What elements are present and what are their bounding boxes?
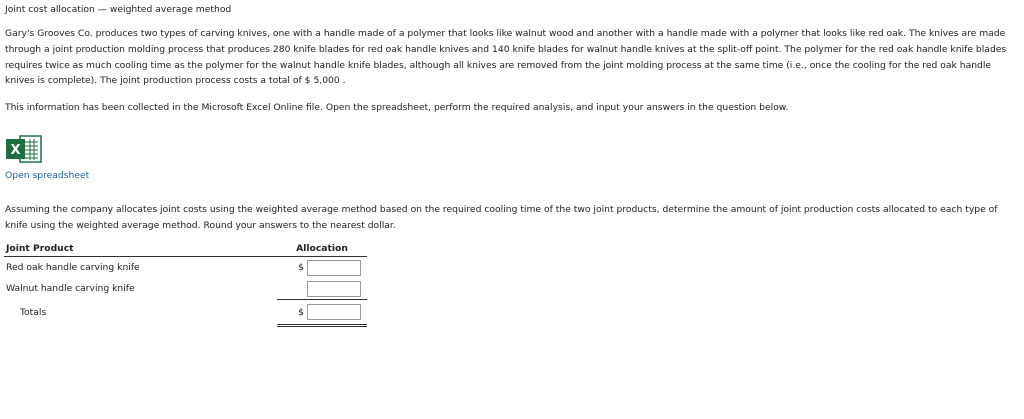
open-spreadsheet-link[interactable]: Open spreadsheet <box>5 170 90 181</box>
header-joint-product: Joint Product <box>4 240 277 257</box>
table-row <box>4 278 367 300</box>
totals-label: Totals <box>20 307 47 318</box>
table-header-row <box>4 240 367 257</box>
question-title: Joint cost allocation — weighted average method <box>5 4 232 15</box>
currency-symbol: $ <box>298 262 304 273</box>
allocation-table <box>4 240 367 327</box>
excel-icon[interactable] <box>5 134 42 164</box>
problem-intro: Gary's Grooves Co. produces two types of carving knives, one with a handle made of a polymer that looks like walnut wood and another with a handle made with a polymer that looks like red oak. The knives are made through a joint production molding process that produces 280 knife blades for red oak handle knives and 140 knife blades for walnut handle knives at the split-off point. The polymer for the red oak handle knife blades requires twice as much cooling time as the polymer for the walnut handle knife blades, although all knives are removed from the joint molding process at the same time (i.e., once the cooling for the red oak handle knives is complete). The joint production process costs a total of $ 5,000 . <box>5 28 1007 87</box>
excel-icon-letter: X <box>10 143 21 158</box>
header-allocation: Allocation <box>277 240 367 257</box>
totals-allocation-input[interactable] <box>307 304 361 320</box>
row-label-walnut: Walnut handle carving knife <box>6 283 135 295</box>
red-oak-allocation-input[interactable] <box>307 260 361 276</box>
table-row <box>4 257 367 279</box>
question-text: Assuming the company allocates joint costs using the weighted average method based on the required cooling time of the two joint products, determine the amount of joint production costs allocated to each type of knife using the weighted average method. Round your answers to the nearest dollar. <box>5 204 998 231</box>
totals-row <box>4 300 367 326</box>
row-label-red-oak: Red oak handle carving knife <box>6 262 140 273</box>
spreadsheet-info: This information has been collected in the Microsoft Excel Online file. Open the spreadsheet, perform the required analysis, and input your answers in the question below. <box>5 102 789 113</box>
currency-symbol: $ <box>298 306 304 318</box>
walnut-allocation-input[interactable] <box>307 281 361 297</box>
